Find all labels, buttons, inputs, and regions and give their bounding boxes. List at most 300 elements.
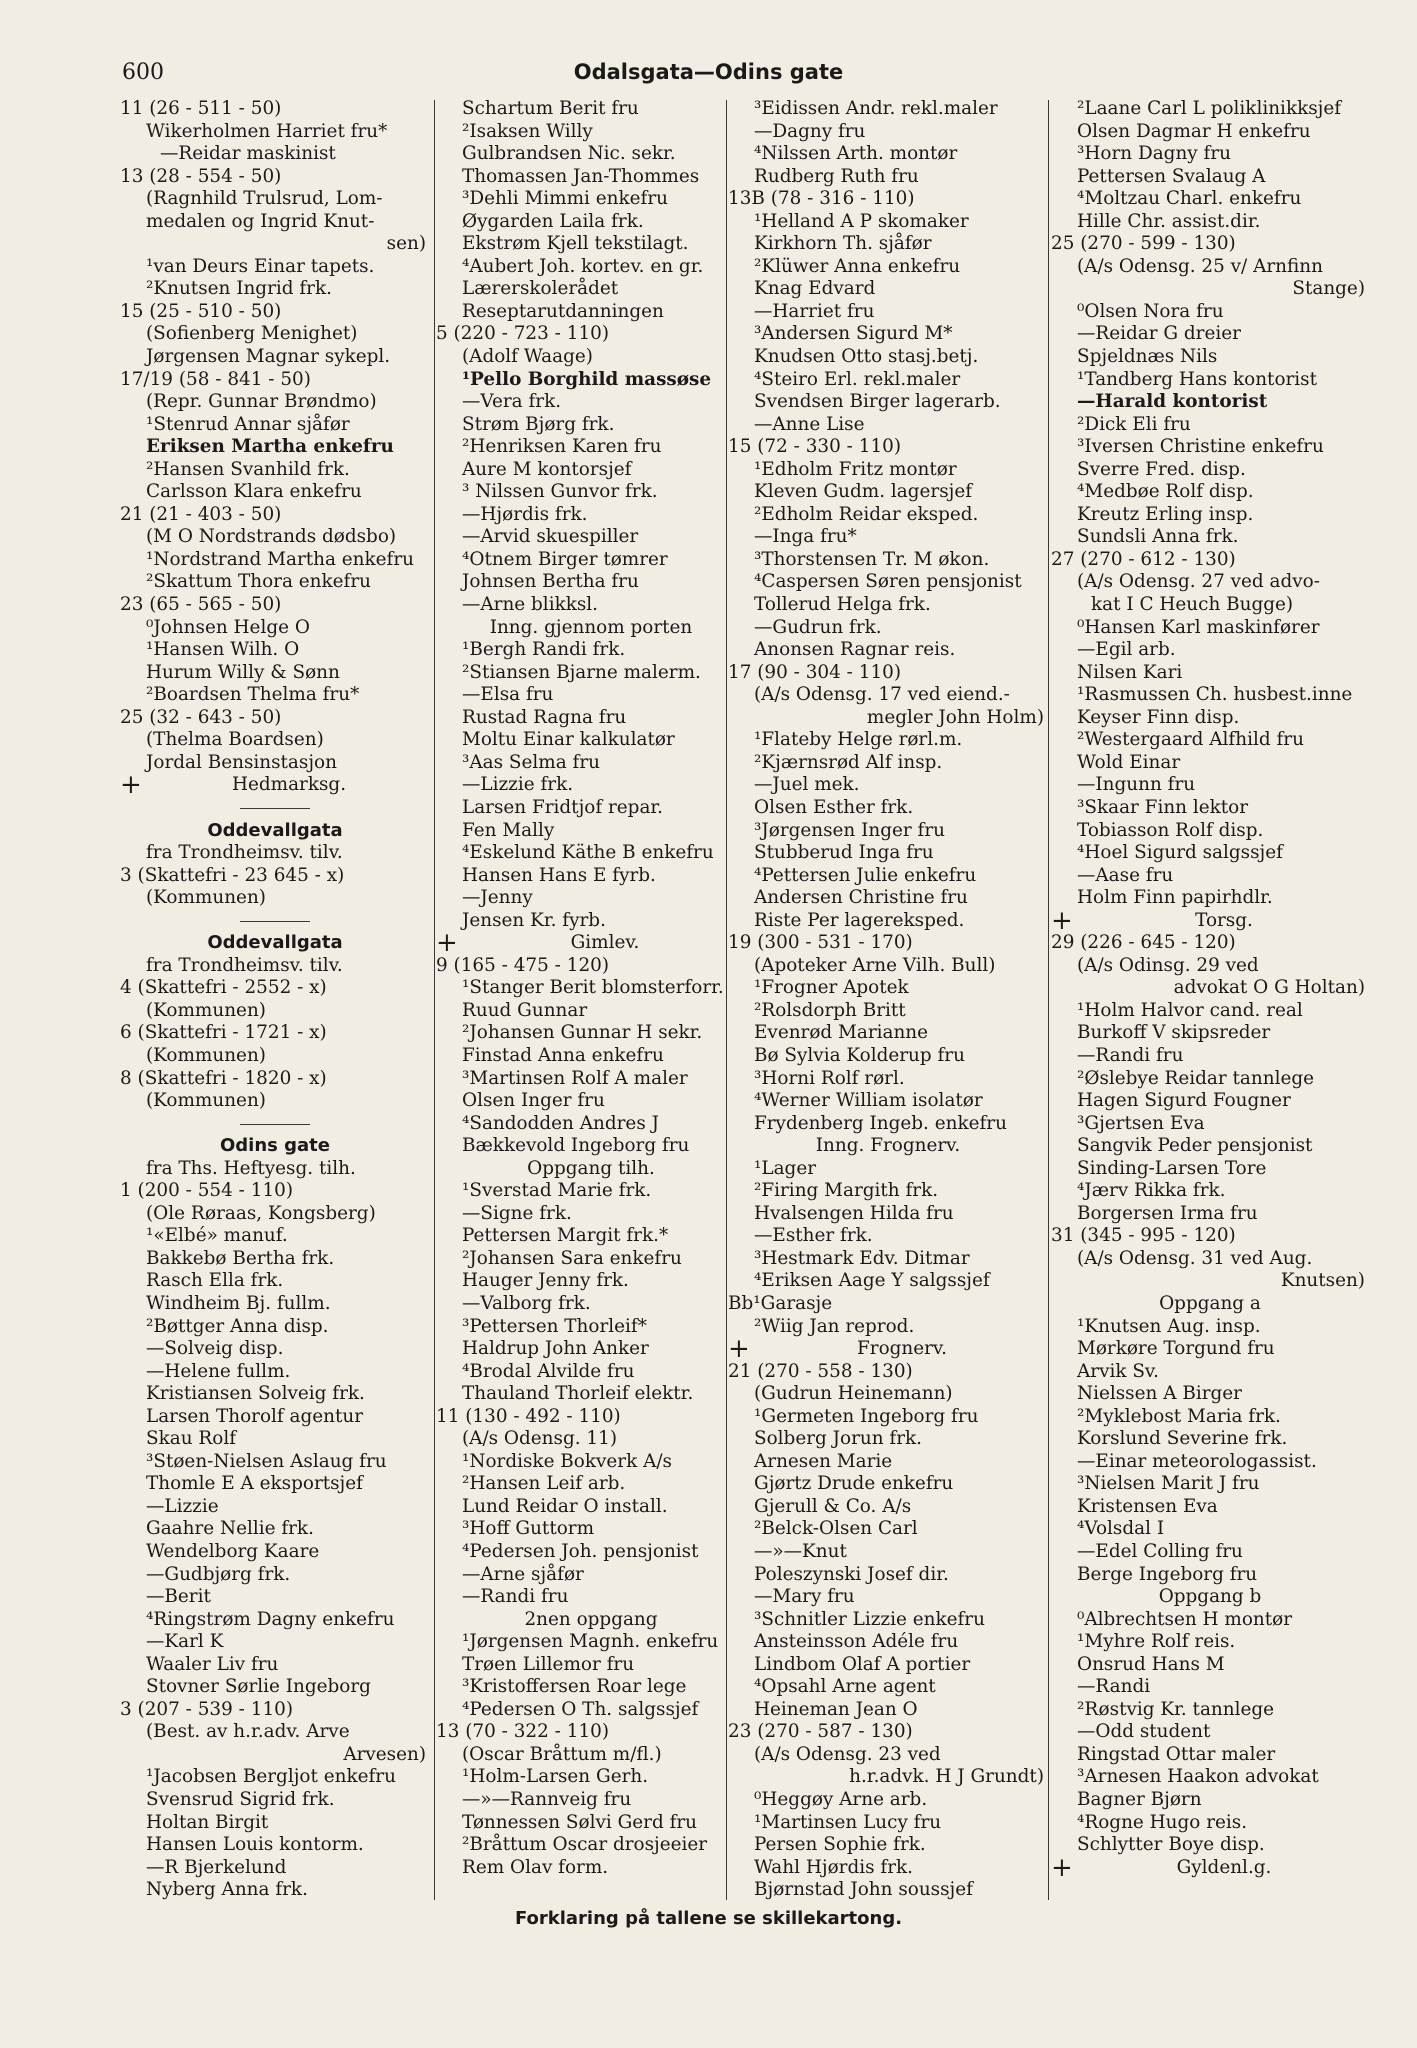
resident-line: Fen Mally [462, 819, 555, 841]
resident-line: (Repr. Gunnar Brøndmo) [146, 391, 377, 413]
continuation-line: megler John Holm) [866, 706, 1044, 728]
resident-line: —Arne sjåfør [462, 1563, 584, 1585]
resident-line: Olsen Esther frk. [754, 796, 914, 818]
resident-line: —Helene fullm. [146, 1360, 291, 1382]
resident-line: ¹Holm-Larsen Gerh. [462, 1766, 649, 1788]
resident-line: Ansteinsson Adéle fru [754, 1631, 959, 1653]
resident-line: ¹Sverstad Marie frk. [462, 1180, 652, 1202]
resident-line: Wold Einar [1077, 751, 1181, 773]
resident-line: Keyser Finn disp. [1077, 706, 1240, 728]
resident-line: ¹Hansen Wilh. O [146, 639, 300, 661]
cross-street [1051, 1852, 1369, 1883]
resident-line: (Ole Røraas, Kongsberg) [146, 1202, 376, 1224]
resident-line: —Harald kontorist [1077, 391, 1268, 413]
resident-line: Trøen Lillemor fru [462, 1653, 635, 1675]
resident-line: ⁴Ringstrøm Dagny enkefru [146, 1608, 395, 1630]
resident-line: Schlytter Boye disp. [1077, 1834, 1265, 1856]
resident-line: —Elsa fru [462, 684, 554, 706]
resident-line: Stovner Sørlie Ingeborg [146, 1676, 371, 1698]
resident-line: ²Firing Margith frk. [754, 1180, 939, 1202]
continuation-line: Stange) [1292, 278, 1365, 300]
resident-line: Thomassen Jan-Thommes [462, 165, 700, 187]
resident-line: (Gudrun Heinemann) [754, 1383, 953, 1405]
column-1 [120, 98, 430, 1904]
resident-line: fra Trondheimsv. tilv. [146, 954, 343, 976]
resident-line: Schartum Berit fru [462, 98, 639, 119]
column-rule [1048, 100, 1049, 1900]
resident-line: Stubberud Inga fru [754, 842, 934, 864]
section-separator [120, 797, 430, 820]
resident-line: Finstad Anna enkefru [462, 1044, 664, 1066]
resident-line: Mørkøre Torgund fru [1077, 1338, 1275, 1360]
resident-line: Svensrud Sigrid frk. [146, 1789, 335, 1811]
resident-line: —Einar meteorologassist. [1077, 1450, 1317, 1472]
resident-line: ³Iversen Christine enkefru [1077, 436, 1324, 458]
address-entry: 17/19 (58 - 841 - 50) [120, 368, 311, 390]
resident-line: ⁰Hansen Karl maskinfører [1077, 616, 1320, 638]
address-entry: 6 (Skattefri - 1721 - x) [120, 1022, 327, 1044]
resident-line: (A/s Odensg. 31 ved Aug. [1077, 1247, 1313, 1269]
resident-line: (Kommunen) [146, 999, 266, 1021]
resident-line: ¹Jacobsen Bergljot enkefru [146, 1766, 396, 1788]
resident-line: Wikerholmen Harriet fru* [146, 120, 388, 142]
resident-line: ³Støen-Nielsen Aslaug fru [146, 1450, 387, 1472]
column-4 [1051, 98, 1369, 1904]
address-entry: 5 (220 - 723 - 110) [436, 323, 610, 345]
page-number: 600 [122, 60, 164, 85]
resident-line: ¹Nordstrand Martha enkefru [146, 548, 414, 570]
address-entry: 25 (270 - 599 - 130) [1051, 233, 1236, 255]
resident-line: ²Øslebye Reidar tannlege [1077, 1067, 1314, 1089]
resident-line: Sundsli Anna frk. [1077, 526, 1239, 548]
resident-line: ¹Flateby Helge rørl.m. [754, 729, 963, 751]
resident-line: —Odd student [1077, 1721, 1211, 1743]
resident-line: Knag Edvard [754, 278, 876, 300]
address-entry: 15 (72 - 330 - 110) [728, 436, 902, 458]
cross-street-label: Hedmarksg. [231, 774, 347, 796]
continuation-line: h.r.advk. H J Grundt) [849, 1766, 1044, 1788]
resident-line: ⁴Otnem Birger tømrer [462, 548, 668, 570]
section-separator [120, 1113, 430, 1136]
resident-line: —Berit [146, 1586, 211, 1608]
resident-line: —Hjørdis frk. [462, 503, 588, 525]
resident-line: ²Wiig Jan reprod. [754, 1315, 915, 1337]
resident-line: ²Westergaard Alfhild fru [1077, 729, 1304, 751]
address-entry: 21 (270 - 558 - 130) [728, 1360, 913, 1382]
cross-street-icon: + [436, 928, 458, 959]
resident-line: ²Myklebost Maria frk. [1077, 1405, 1281, 1427]
resident-line: ²Bøttger Anna disp. [146, 1315, 329, 1337]
resident-line: (A/s Odensg. 25 v/ Arnfinn [1077, 255, 1323, 277]
column-3 [728, 98, 1048, 1904]
resident-line: (A/s Odensg. 11) [462, 1428, 617, 1450]
resident-line: ⁴Opsahl Arne agent [754, 1676, 936, 1698]
resident-line: (A/s Odensg. 27 ved advo- [1077, 571, 1320, 593]
resident-line: Tobiasson Rolf disp. [1077, 819, 1264, 841]
resident-line: ³Skaar Finn lektor [1077, 796, 1249, 818]
resident-line: —Randi fru [1077, 1044, 1184, 1066]
resident-line: ⁴Moltzau Charl. enkefru [1077, 188, 1302, 210]
entrance-note: Inng. gjennom porten [489, 616, 693, 638]
resident-line: (Oscar Bråttum m/fl.) [462, 1743, 662, 1765]
resident-line: ³Andersen Sigurd M* [754, 323, 953, 345]
resident-line: (Ragnhild Trulsrud, Lom- [146, 188, 383, 210]
resident-line: Wendelborg Kaare [146, 1541, 320, 1562]
resident-line: ¹Germeten Ingeborg fru [754, 1405, 979, 1427]
resident-line: ²Henriksen Karen fru [462, 436, 662, 458]
resident-line: Burkoff V skipsreder [1077, 1022, 1271, 1044]
address-entry: 1 (200 - 554 - 110) [120, 1180, 294, 1202]
resident-line: ³Arnesen Haakon advokat [1077, 1766, 1319, 1788]
resident-line: Thomle E A eksportsjef [146, 1473, 363, 1495]
column-2 [436, 98, 746, 1904]
resident-line: ³Nielsen Marit J fru [1077, 1473, 1260, 1495]
resident-line: Spjeldnæs Nils [1077, 346, 1218, 368]
resident-line: ⁴Nilssen Arth. montør [754, 143, 958, 165]
resident-line: ⁰Albrechtsen H montør [1077, 1608, 1293, 1630]
resident-line: ¹Stenrud Annar sjåfør [146, 413, 350, 435]
resident-line: kat I C Heuch Bugge) [1091, 594, 1294, 616]
cross-street-label: Torsg. [1195, 909, 1253, 931]
resident-line: ⁴Rogne Hugo reis. [1077, 1811, 1248, 1833]
resident-line: Hvalsengen Hilda fru [754, 1202, 954, 1224]
address-entry: 13B (78 - 316 - 110) [728, 188, 915, 210]
resident-line: (Kommunen) [146, 887, 266, 909]
resident-line: Hagen Sigurd Fougner [1077, 1090, 1291, 1112]
resident-line: Haldrup John Anker [462, 1338, 649, 1360]
resident-line: Lærerskolerådet [462, 278, 619, 300]
resident-line: ¹Tandberg Hans kontorist [1077, 368, 1318, 390]
resident-line: (Kommunen) [146, 1090, 266, 1112]
resident-line: —Randi fru [462, 1586, 569, 1608]
resident-line: Waaler Liv fru [146, 1653, 279, 1675]
resident-line: Kirkhorn Th. sjåfør [754, 233, 932, 255]
resident-line: —Reidar maskinist [160, 143, 336, 165]
resident-line: Carlsson Klara enkefru [146, 481, 362, 503]
resident-line: Arvik Sv. [1077, 1360, 1159, 1382]
resident-line: ¹Holm Halvor cand. real [1077, 999, 1303, 1021]
resident-line: ¹Stanger Berit blomsterforr. [462, 977, 724, 999]
resident-line: ³Schnitler Lizzie enkefru [754, 1608, 985, 1630]
resident-line: ³Kristoffersen Roar lege [462, 1676, 687, 1698]
resident-line: —Gudrun frk. [754, 616, 882, 638]
continuation-line: sen) [386, 233, 426, 255]
cross-street-icon: + [728, 1334, 750, 1365]
resident-line: Øygarden Laila frk. [462, 210, 644, 232]
resident-line: ³Pettersen Thorleif* [462, 1315, 647, 1337]
resident-line: ³ Nilssen Gunvor frk. [462, 481, 658, 503]
resident-line: ⁴Hoel Sigurd salgssjef [1077, 842, 1283, 864]
resident-line: ³Hoff Guttorm [462, 1518, 595, 1540]
resident-line: ²Edholm Reidar eksped. [754, 503, 979, 525]
resident-line: Svendsen Birger lagerarb. [754, 391, 1001, 413]
resident-line: Arnesen Marie [754, 1450, 893, 1472]
resident-line: —Dagny fru [754, 120, 866, 142]
resident-line: medalen og Ingrid Knut- [146, 210, 375, 232]
continuation-line: Knutsen) [1280, 1270, 1365, 1292]
resident-line: Borgersen Irma fru [1077, 1202, 1258, 1224]
directory-columns [116, 98, 1365, 1904]
resident-line: Knudsen Otto stasj.betj. [754, 346, 979, 368]
address-entry: 13 (28 - 554 - 50) [120, 165, 282, 187]
resident-line: ²Hansen Svanhild frk. [146, 458, 350, 480]
street-heading: Odins gate [220, 1135, 330, 1157]
resident-line: Hansen Louis kontorm. [146, 1834, 364, 1856]
resident-line: Heineman Jean O [754, 1698, 918, 1720]
resident-line: Kristensen Eva [1077, 1495, 1218, 1517]
resident-line: (A/s Odinsg. 29 ved [1077, 954, 1259, 976]
cross-street [728, 1334, 1048, 1365]
entrance-note: 2nen oppgang [524, 1608, 658, 1630]
resident-line: —Lizzie frk. [462, 774, 574, 796]
resident-line: Jørgensen Magnar sykepl. [146, 346, 391, 368]
resident-line: —Randi [1077, 1676, 1151, 1698]
resident-line: Holtan Birgit [146, 1811, 269, 1833]
resident-line: ²Bråttum Oscar drosjeeier [462, 1834, 708, 1856]
resident-line: ¹Lager [754, 1157, 816, 1179]
resident-line: (Thelma Boardsen) [146, 729, 324, 751]
resident-line: ³Aas Selma fru [462, 751, 600, 773]
entrance-note: Oppgang tilh. [527, 1157, 655, 1179]
resident-line: ⁴Sandodden Andres J [462, 1112, 659, 1134]
resident-line: ⁴Pettersen Julie enkefru [754, 864, 977, 886]
resident-line: (A/s Odensg. 23 ved [754, 1743, 941, 1765]
resident-line: ⁴Caspersen Søren pensjonist [754, 571, 1022, 593]
address-entry: 21 (21 - 403 - 50) [120, 503, 282, 525]
running-head: Odalsgata—Odins gate [573, 60, 844, 84]
resident-line: —Mary fru [754, 1586, 855, 1608]
resident-line: Riste Per lagereksped. [754, 909, 965, 931]
resident-line: ²Belck-Olsen Carl [754, 1518, 918, 1540]
resident-line: Strøm Bjørg frk. [462, 413, 615, 435]
resident-line: ³Hestmark Edv. Ditmar [754, 1247, 970, 1269]
resident-line: —Lizzie [146, 1495, 219, 1517]
resident-line: —Arvid skuespiller [462, 526, 639, 548]
cross-street-label: Gimlev. [570, 932, 640, 954]
resident-line: ⁴Eskelund Käthe B enkefru [462, 842, 714, 864]
resident-line: Jensen Kr. fyrb. [462, 909, 606, 931]
resident-line: —Gudbjørg frk. [146, 1563, 291, 1585]
address-entry: 29 (226 - 645 - 120) [1051, 932, 1236, 954]
resident-line: ¹Edholm Fritz montør [754, 458, 957, 480]
resident-line: ²Johansen Gunnar H sekr. [462, 1022, 703, 1044]
resident-line: —»—Rannveig fru [462, 1789, 632, 1811]
resident-line: ³Horn Dagny fru [1077, 143, 1231, 165]
street-heading: Oddevallgata [207, 932, 343, 954]
resident-line: Rem Olav form. [462, 1856, 609, 1878]
address-entry: 3 (Skattefri - 23 645 - x) [120, 864, 345, 886]
resident-line: ¹Rasmussen Ch. husbest.inne [1077, 684, 1353, 706]
resident-line: ¹Knutsen Aug. insp. [1077, 1315, 1261, 1337]
resident-line: Ringstad Ottar maler [1077, 1743, 1276, 1765]
resident-line: ³Jørgensen Inger fru [754, 819, 945, 841]
entrance-note: Oppgang b [1158, 1586, 1262, 1608]
resident-line: ⁴Steiro Erl. rekl.maler [754, 368, 961, 390]
resident-line: Korslund Severine frk. [1077, 1428, 1288, 1450]
resident-line: —Aase fru [1077, 864, 1174, 886]
address-entry: 3 (207 - 539 - 110) [120, 1698, 294, 1720]
resident-line: Bækkevold Ingeborg fru [462, 1135, 690, 1157]
resident-line: Holm Finn papirhdlr. [1077, 887, 1273, 909]
resident-line: fra Trondheimsv. tilv. [146, 842, 343, 864]
resident-line: (Adolf Waage) [462, 346, 593, 368]
continuation-line: Arvesen) [343, 1743, 426, 1765]
resident-line: —R Bjerkelund [146, 1856, 287, 1878]
cross-street-icon: + [120, 770, 142, 801]
resident-line: Larsen Fridtjof repar. [462, 796, 664, 818]
resident-line: Lund Reidar O install. [462, 1495, 668, 1517]
resident-line: ²Johansen Sara enkefru [462, 1247, 682, 1269]
resident-line: ¹Nordiske Bokverk A/s [462, 1450, 672, 1472]
resident-line: Jordal Bensinstasjon [146, 751, 337, 773]
resident-line: Gjørtz Drude enkefru [754, 1473, 954, 1495]
cross-street-icon: + [1051, 1852, 1073, 1883]
address-entry: 11 (26 - 511 - 50) [120, 98, 282, 119]
address-entry: 11 (130 - 492 - 110) [436, 1405, 621, 1427]
resident-line: ¹«Elbé» manuf. [146, 1225, 288, 1247]
resident-line: Sangvik Peder pensjonist [1077, 1135, 1313, 1157]
address-entry: 23 (65 - 565 - 50) [120, 594, 282, 616]
resident-line: Bakkebø Bertha frk. [146, 1247, 335, 1269]
resident-line: (Best. av h.r.adv. Arve [146, 1721, 350, 1743]
resident-line: Bagner Bjørn [1077, 1789, 1202, 1811]
resident-line: —Reidar G dreier [1077, 323, 1241, 345]
resident-line: Hille Chr. assist.dir. [1077, 210, 1261, 232]
resident-line: ²Klüwer Anna enkefru [754, 255, 961, 277]
resident-line: ³Gjertsen Eva [1077, 1112, 1205, 1134]
address-entry: 27 (270 - 612 - 130) [1051, 548, 1236, 570]
page-header [0, 56, 1417, 96]
resident-line: ¹van Deurs Einar tapets. [146, 255, 375, 277]
resident-line: —Anne Lise [754, 413, 865, 435]
resident-line: ²Røstvig Kr. tannlege [1077, 1698, 1275, 1720]
resident-line: —»—Knut [754, 1541, 847, 1562]
cross-street [120, 770, 430, 801]
resident-line: ²Isaksen Willy [462, 120, 593, 142]
street-heading: Oddevallgata [207, 819, 343, 841]
resident-line: Pettersen Margit frk.* [462, 1225, 669, 1247]
resident-line: ⁴Pedersen O Th. salgssjef [462, 1698, 699, 1720]
resident-line: —Arne blikksl. [462, 594, 599, 616]
resident-line: ²Boardsen Thelma fru* [146, 684, 360, 706]
resident-line: Persen Sophie frk. [754, 1834, 926, 1856]
resident-line: ³Horni Rolf rørl. [754, 1067, 905, 1089]
resident-line: Reseptarutdanningen [462, 300, 664, 322]
resident-line: ²Dick Eli fru [1077, 413, 1191, 435]
resident-line: —Inga fru* [754, 526, 857, 548]
resident-line: Solberg Jorun frk. [754, 1428, 922, 1450]
resident-line: Evenrød Marianne [754, 1022, 929, 1044]
resident-line: Ruud Gunnar [462, 999, 588, 1021]
page-footer-note: Forklaring på tallene se skillekartong. [514, 1908, 903, 1929]
resident-line: Kleven Gudm. lagersjef [754, 481, 973, 503]
resident-line: Eriksen Martha enkefru [146, 436, 394, 458]
address-entry: 25 (32 - 643 - 50) [120, 706, 282, 728]
resident-line: ⁰Heggøy Arne arb. [754, 1789, 928, 1811]
resident-line: Aure M kontorsjef [462, 458, 632, 480]
resident-line: —Edel Colling fru [1077, 1541, 1243, 1562]
resident-line: Tollerud Helga frk. [754, 594, 931, 616]
entrance-note: Oppgang a [1159, 1292, 1261, 1314]
resident-line: ¹Helland A P skomaker [754, 210, 969, 232]
section-separator [120, 910, 430, 933]
resident-line: ¹Myhre Rolf reis. [1077, 1631, 1236, 1653]
resident-line: —Valborg frk. [462, 1292, 591, 1314]
resident-line: ²Hansen Leif arb. [462, 1473, 626, 1495]
cross-street [436, 928, 746, 959]
resident-line: (Kommunen) [146, 1044, 266, 1066]
resident-line: ¹Martinsen Lucy fru [754, 1811, 942, 1833]
resident-line: —Signe frk. [462, 1202, 572, 1224]
resident-line: Nielssen A Birger [1077, 1383, 1242, 1405]
address-entry: 17 (90 - 304 - 110) [728, 661, 902, 683]
resident-line: Olsen Inger fru [462, 1090, 605, 1112]
resident-line: ²Laane Carl L poliklinikksjef [1077, 98, 1342, 119]
resident-line: Pettersen Svalaug A [1077, 165, 1266, 187]
resident-line: Andersen Christine fru [754, 887, 968, 909]
resident-line: —Jenny [462, 887, 533, 909]
resident-line: —Solveig disp. [146, 1338, 284, 1360]
cross-street-label: Frognerv. [857, 1338, 947, 1360]
resident-line: Thauland Thorleif elektr. [462, 1383, 694, 1405]
resident-line: Kristiansen Solveig frk. [146, 1383, 365, 1405]
resident-line: Sverre Fred. disp. [1077, 458, 1246, 480]
resident-line: Bjørnstad John soussjef [754, 1879, 973, 1901]
address-entry: 31 (345 - 995 - 120) [1051, 1225, 1236, 1247]
resident-line: ³Eidissen Andr. rekl.maler [754, 98, 998, 119]
resident-line: Johnsen Bertha fru [462, 571, 639, 593]
resident-line: Kreutz Erling insp. [1077, 503, 1254, 525]
resident-line: ²Stiansen Bjarne malerm. [462, 661, 701, 683]
address-entry: 9 (165 - 475 - 120) [436, 954, 610, 976]
resident-line: ⁴Pedersen Joh. pensjonist [462, 1541, 699, 1562]
resident-line: Hansen Hans E fyrb. [462, 864, 656, 886]
resident-line: ¹Bergh Randi frk. [462, 639, 626, 661]
resident-line: (A/s Odensg. 17 ved eiend.- [754, 684, 1010, 706]
resident-line: Moltu Einar kalkulatør [462, 729, 675, 751]
resident-line: Skau Rolf [146, 1428, 237, 1450]
resident-line: Tønnessen Sølvi Gerd fru [462, 1811, 698, 1833]
entrance-note: Inng. Frognerv. [815, 1135, 961, 1157]
resident-line: ³Dehli Mimmi enkefru [462, 188, 668, 210]
resident-line: —Vera frk. [462, 391, 562, 413]
address-entry: 19 (300 - 531 - 170) [728, 932, 913, 954]
resident-line: Hauger Jenny frk. [462, 1270, 629, 1292]
resident-line: Gulbrandsen Nic. sekr. [462, 143, 676, 165]
address-entry: 23 (270 - 587 - 130) [728, 1721, 913, 1743]
resident-line: Hurum Willy & Sønn [146, 661, 340, 683]
resident-line: Wahl Hjørdis frk. [754, 1856, 913, 1878]
continuation-line: advokat O G Holtan) [1173, 977, 1365, 999]
resident-line: Nyberg Anna frk. [146, 1879, 308, 1901]
cross-street-icon: + [1051, 905, 1073, 936]
resident-line: ¹Frogner Apotek [754, 977, 909, 999]
resident-line: —Egil arb. [1077, 639, 1176, 661]
resident-line: —Ingunn fru [1077, 774, 1196, 796]
resident-line: ⁴Volsdal I [1077, 1518, 1165, 1540]
resident-line: ⁰Johnsen Helge O [146, 616, 310, 638]
resident-line: ⁴Jærv Rikka frk. [1077, 1180, 1226, 1202]
resident-line: Poleszynski Josef dir. [754, 1563, 949, 1585]
address-entry: 15 (25 - 510 - 50) [120, 300, 282, 322]
resident-line: ²Rolsdorph Britt [754, 999, 906, 1021]
resident-line: ⁰Olsen Nora fru [1077, 300, 1224, 322]
resident-line: Gaahre Nellie frk. [146, 1518, 314, 1540]
resident-line: ⁴Medbøe Rolf disp. [1077, 481, 1254, 503]
address-entry: Bb¹Garasje [728, 1292, 833, 1314]
resident-line: —Esther frk. [754, 1225, 873, 1247]
resident-line: Ekstrøm Kjell tekstilagt. [462, 233, 689, 255]
